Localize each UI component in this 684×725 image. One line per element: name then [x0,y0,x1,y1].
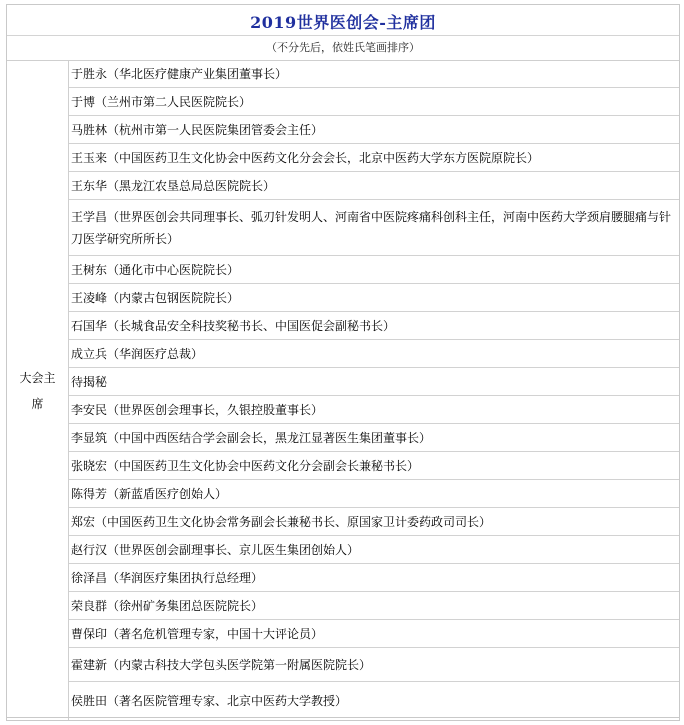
member-text: 郑宏（中国医药卫生文化协会常务副会长兼秘书长、原国家卫计委药政司司长） [71,514,492,529]
member-row [69,368,679,396]
member-row [69,452,679,480]
member-row [69,200,679,256]
member-row [69,620,679,648]
member-row [69,424,679,452]
member-text: 王玉来（中国医药卫生文化协会中医药文化分会会长，北京中医药大学东方医院原院长） [71,150,540,165]
member-text: 霍建新（内蒙古科技大学包头医学院第一附属医院院长） [71,657,372,672]
member-row [69,508,679,536]
page-subtitle: （不分先后，依姓氏笔画排序） [266,41,420,54]
member-row [69,61,679,88]
member-row [69,144,679,172]
member-row [69,480,679,508]
member-text: 王东华（黑龙江农垦总局总医院院长） [71,178,276,193]
member-row [69,340,679,368]
member-text: 于博（兰州市第二人民医院院长） [71,94,252,109]
table-body [7,61,679,720]
member-text: 王学昌（世界医创会共同理事长、弧刃针发明人、河南省中医院疼痛科创科主任，河南中医药大学颈肩腰腿痛与针刀医学研究所所长） [71,209,672,246]
member-text: 成立兵（华润医疗总裁） [71,346,204,361]
member-text: 张晓宏（中国医药卫生文化协会中医药文化分会副会长兼秘书长） [71,458,420,473]
section-label: 大会主席 [19,370,56,411]
member-row [69,648,679,682]
member-row [69,284,679,312]
member-row [69,116,679,144]
member-text: 王凌峰（内蒙古包钢医院院长） [71,290,240,305]
member-text: 曹保印（著名危机管理专家，中国十大评论员） [71,626,324,641]
member-text: 王树东（通化市中心医院院长） [71,262,240,277]
member-text: 马胜林（杭州市第一人民医院集团管委会主任） [71,122,324,137]
member-text: 陈得芳（新蓝盾医疗创始人） [71,486,228,501]
member-text: 荣良群（徐州矿务集团总医院院长） [71,598,264,613]
member-text: 待揭秘 [71,374,108,389]
member-text: 徐泽昌（华润医疗集团执行总经理） [71,570,264,585]
member-row [69,312,679,340]
member-row [69,396,679,424]
member-row [69,536,679,564]
member-text: 于胜永（华北医疗健康产业集团董事长） [71,67,288,81]
presidium-table [6,4,680,721]
member-row [69,592,679,620]
page-title: 2019世界医创会-主席团 [250,13,436,32]
member-row [69,682,679,720]
subtitle-row [7,36,679,61]
member-row [69,88,679,116]
title-row [7,5,679,36]
member-list [69,61,679,720]
member-text: 李安民（世界医创会理事长，久银控股董事长） [71,402,324,417]
member-row [69,564,679,592]
member-text: 侯胜田（著名医院管理专家、北京中医药大学教授） [71,694,348,708]
table-bottom-border [6,717,680,718]
member-row [69,172,679,200]
member-text: 石国华（长城食品安全科技奖秘书长、中国医促会副秘书长） [71,318,396,333]
section-cell [7,61,69,720]
member-text: 赵行汉（世界医创会副理事长、京儿医生集团创始人） [71,542,360,557]
member-text: 李显筑（中国中西医结合学会副会长，黑龙江显著医生集团董事长） [71,430,432,445]
member-row [69,256,679,284]
